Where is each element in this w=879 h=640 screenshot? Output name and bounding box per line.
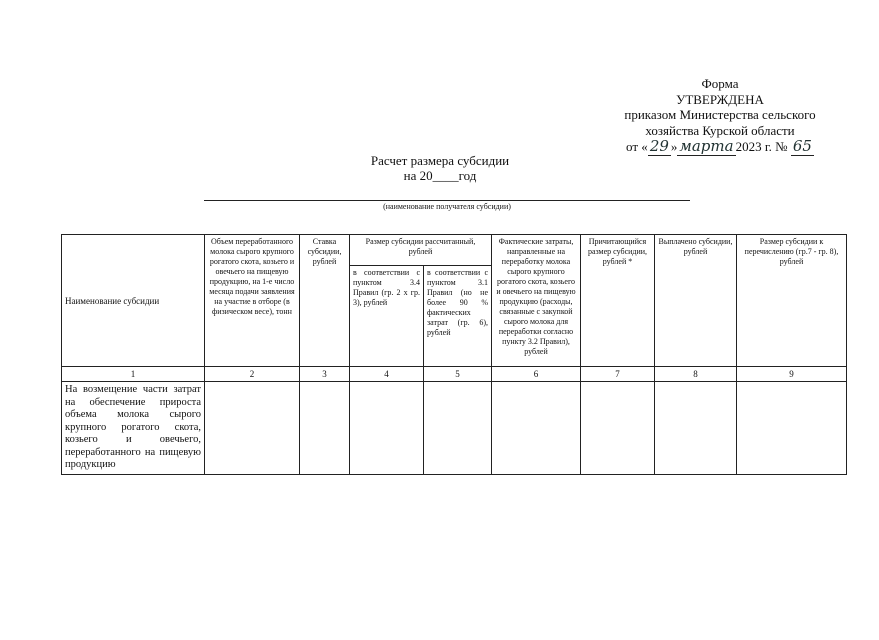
order-line: приказом Министерства сельского xyxy=(624,107,816,122)
column-number-row xyxy=(62,367,847,382)
cell-due-subsidy xyxy=(581,382,655,475)
title-text: Расчет размера субсидии xyxy=(370,153,510,168)
recipient-underline xyxy=(204,200,690,201)
header-rate: Ставка субсидии, рублей xyxy=(300,235,350,367)
header-per-clause-3-1: в соответствии с пунктом 3.1 Правил (но не более 90 % фактических затрат (гр. 6), рублей xyxy=(424,266,492,367)
header-milk-volume: Объем переработанного молока сырого крупного рогатого скота, козьего и овечьего на пищевую продукцию, на 1-е число месяца подачи заявления на участие в отборе (в физическом весе), тонн xyxy=(205,235,300,367)
document-title xyxy=(340,153,540,183)
header-per-clause-3-4: в соответствии с пунктом 3.4 Правил (гр. 2 х гр. 3), рублей xyxy=(350,266,424,367)
recipient-caption: (наименование получателя субсидии) xyxy=(383,202,511,211)
col-num-9: 9 xyxy=(737,367,847,382)
cell-per-clause-3-4 xyxy=(350,382,424,475)
header-calculated-subsidy: Размер субсидии рассчитанный, рублей xyxy=(350,235,492,266)
col-num-3: 3 xyxy=(300,367,350,382)
date-prefix: от « xyxy=(626,139,648,154)
subsidy-table xyxy=(61,234,847,475)
col-num-2: 2 xyxy=(205,367,300,382)
ministry-line: хозяйства Курской области xyxy=(645,122,795,138)
date-mid: » xyxy=(670,139,678,154)
cell-paid-subsidy xyxy=(655,382,737,475)
table-row xyxy=(62,382,847,475)
cell-rate xyxy=(300,382,350,475)
header-actual-costs: Фактические затраты, направленные на переработку молока сырого крупного рогатого скота, козьего и овечьего на пищевую продукцию (расходы, связанные с закупкой сырого молока для переработки согласно пункту 3.2 Правил), рублей xyxy=(492,235,581,367)
header-transfer-amount: Размер субсидии к перечислению (гр.7 - гр. 8), рублей xyxy=(737,235,847,367)
approval-stamp xyxy=(600,76,840,155)
approved-label: УТВЕРЖДЕНА xyxy=(676,91,764,107)
year-line: на 20____год xyxy=(403,168,477,183)
header-subsidy-name: Наименование субсидии xyxy=(62,235,205,367)
form-label: Форма xyxy=(701,76,739,91)
header-paid-subsidy: Выплачено субсидии, рублей xyxy=(655,235,737,367)
col-num-4: 4 xyxy=(350,367,424,382)
row-subsidy-name: На возмещение части затрат на обеспечение прироста объема молока сырого крупного рогатого скота, козьего и овечьего, переработанного на пищевую продукцию xyxy=(62,382,205,475)
col-num-8: 8 xyxy=(655,367,737,382)
cell-transfer-amount xyxy=(737,382,847,475)
date-year: 2023 г. № xyxy=(735,139,788,154)
col-num-7: 7 xyxy=(581,367,655,382)
handwritten-day: 29 xyxy=(649,137,669,155)
col-num-5: 5 xyxy=(424,367,492,382)
order-date xyxy=(600,139,840,155)
cell-per-clause-3-1 xyxy=(424,382,492,475)
col-num-6: 6 xyxy=(492,367,581,382)
cell-milk-volume xyxy=(205,382,300,475)
col-num-1: 1 xyxy=(62,367,205,382)
handwritten-month: марта xyxy=(679,137,734,155)
cell-actual-costs xyxy=(492,382,581,475)
handwritten-number: 65 xyxy=(792,137,812,155)
header-due-subsidy: Причитающийся размер субсидии, рублей * xyxy=(581,235,655,367)
